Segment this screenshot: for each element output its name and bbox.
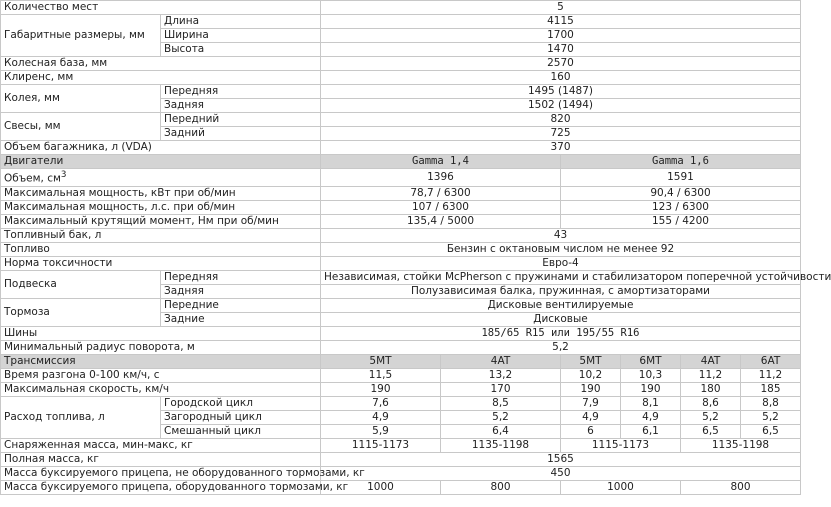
accel-cell: 11,2 <box>681 368 741 382</box>
transmission-cell: 5MT <box>321 354 441 368</box>
accel-cell: 10,2 <box>561 368 621 382</box>
overhang-front-value: 820 <box>321 113 801 127</box>
brakes-front-label: Передние <box>161 298 321 312</box>
engine-1-header: Gamma 1,4 <box>321 155 561 169</box>
track-rear-label: Задняя <box>161 99 321 113</box>
overhang-rear-label: Задний <box>161 127 321 141</box>
trunk-value: 370 <box>321 141 801 155</box>
consumption-highway-cell: 5,2 <box>741 410 801 424</box>
transmission-cell: 5MT <box>561 354 621 368</box>
accel-label: Время разгона 0-100 км/ч, с <box>1 368 321 382</box>
row-curb-mass <box>1 438 801 452</box>
overhang-rear-value: 725 <box>321 127 801 141</box>
power-kw-value-2: 90,4 / 6300 <box>561 186 801 200</box>
row-track-front <box>1 85 801 99</box>
row-trunk <box>1 141 801 155</box>
row-brakes-front <box>1 298 801 312</box>
row-accel <box>1 368 801 382</box>
consumption-highway-cell: 4,9 <box>321 410 441 424</box>
top-speed-cell: 185 <box>741 382 801 396</box>
trailer-braked-cell: 1000 <box>561 480 681 494</box>
consumption-highway-cell: 4,9 <box>621 410 681 424</box>
row-length <box>1 15 801 29</box>
accel-cell: 13,2 <box>441 368 561 382</box>
engine-2-header: Gamma 1,6 <box>561 155 801 169</box>
torque-label: Максимальный крутящий момент, Нм при об/мин <box>1 214 321 228</box>
top-speed-cell: 180 <box>681 382 741 396</box>
wheelbase-label: Колесная база, мм <box>1 57 321 71</box>
trailer-unbraked-label: Масса буксируемого прицепа, не оборудованного тормозами, кг <box>1 466 321 480</box>
row-volume <box>1 169 801 187</box>
curb-mass-cell: 1115-1173 <box>561 438 681 452</box>
tank-label: Топливный бак, л <box>1 228 321 242</box>
volume-label-sup: 3 <box>60 170 67 180</box>
consumption-highway-cell: 4,9 <box>561 410 621 424</box>
volume-value-1: 1396 <box>321 169 561 187</box>
overhang-label: Свесы, мм <box>1 113 161 141</box>
trunk-label: Объем багажника, л (VDA) <box>1 141 321 155</box>
suspension-front-label: Передняя <box>161 270 321 284</box>
consumption-highway-cell: 5,2 <box>681 410 741 424</box>
consumption-mixed-cell: 6,4 <box>441 424 561 438</box>
volume-label-text: Объем, см <box>4 172 61 185</box>
consumption-highway-cell: 5,2 <box>441 410 561 424</box>
brakes-rear-label: Задние <box>161 312 321 326</box>
trailer-braked-label: Масса буксируемого прицепа, оборудованного тормозами, кг <box>1 480 321 494</box>
row-torque <box>1 214 801 228</box>
top-speed-cell: 190 <box>321 382 441 396</box>
power-kw-label: Максимальная мощность, кВт при об/мин <box>1 186 321 200</box>
consumption-city-cell: 7,6 <box>321 396 441 410</box>
turn-radius-value: 5,2 <box>321 340 801 354</box>
consumption-mixed-cell: 6,5 <box>681 424 741 438</box>
height-value: 1470 <box>321 43 801 57</box>
brakes-label: Тормоза <box>1 298 161 326</box>
trailer-braked-cell: 1000 <box>321 480 441 494</box>
row-trailer-unbraked <box>1 466 801 480</box>
transmission-cell: 4AT <box>441 354 561 368</box>
volume-label <box>1 169 321 187</box>
consumption-city-cell: 8,1 <box>621 396 681 410</box>
top-speed-cell: 190 <box>621 382 681 396</box>
brakes-front-value: Дисковые вентилируемые <box>321 298 801 312</box>
trailer-unbraked-value: 450 <box>321 466 801 480</box>
trailer-braked-cell: 800 <box>441 480 561 494</box>
row-gross-mass <box>1 452 801 466</box>
overhang-front-label: Передний <box>161 113 321 127</box>
torque-value-1: 135,4 / 5000 <box>321 214 561 228</box>
track-label: Колея, мм <box>1 85 161 113</box>
accel-cell: 11,2 <box>741 368 801 382</box>
consumption-city-label: Городской цикл <box>161 396 321 410</box>
dims-label: Габаритные размеры, мм <box>1 15 161 57</box>
transmission-cell: 4AT <box>681 354 741 368</box>
torque-value-2: 155 / 4200 <box>561 214 801 228</box>
gross-mass-value: 1565 <box>321 452 801 466</box>
emission-value: Евро-4 <box>321 256 801 270</box>
power-hp-value-2: 123 / 6300 <box>561 200 801 214</box>
gross-mass-label: Полная масса, кг <box>1 452 321 466</box>
consumption-mixed-cell: 6,1 <box>621 424 681 438</box>
width-label: Ширина <box>161 29 321 43</box>
seats-value: 5 <box>321 1 801 15</box>
consumption-mixed-cell: 6 <box>561 424 621 438</box>
clearance-label: Клиренс, мм <box>1 71 321 85</box>
trailer-braked-cell: 800 <box>681 480 801 494</box>
brakes-rear-value: Дисковые <box>321 312 801 326</box>
tank-value: 43 <box>321 228 801 242</box>
top-speed-cell: 170 <box>441 382 561 396</box>
top-speed-label: Максимальная скорость, км/ч <box>1 382 321 396</box>
row-seats <box>1 1 801 15</box>
curb-mass-cell: 1115-1173 <box>321 438 441 452</box>
row-suspension-front <box>1 270 801 284</box>
consumption-highway-label: Загородный цикл <box>161 410 321 424</box>
row-fuel <box>1 242 801 256</box>
volume-value-2: 1591 <box>561 169 801 187</box>
row-engines <box>1 155 801 169</box>
width-value: 1700 <box>321 29 801 43</box>
accel-cell: 10,3 <box>621 368 681 382</box>
clearance-value: 160 <box>321 71 801 85</box>
fuel-label: Топливо <box>1 242 321 256</box>
row-consumption-city <box>1 396 801 410</box>
emission-label: Норма токсичности <box>1 256 321 270</box>
turn-radius-label: Минимальный радиус поворота, м <box>1 340 321 354</box>
row-power-kw <box>1 186 801 200</box>
length-value: 4115 <box>321 15 801 29</box>
suspension-rear-label: Задняя <box>161 284 321 298</box>
suspension-front-value: Независимая, стойки McPherson с пружинами и стабилизатором поперечной устойчивости <box>321 270 801 284</box>
row-trailer-braked <box>1 480 801 494</box>
power-hp-value-1: 107 / 6300 <box>321 200 561 214</box>
fuel-value: Бензин с октановым числом не менее 92 <box>321 242 801 256</box>
curb-mass-label: Снаряженная масса, мин-макс, кг <box>1 438 321 452</box>
row-emission <box>1 256 801 270</box>
suspension-rear-value: Полузависимая балка, пружинная, с амортизаторами <box>321 284 801 298</box>
consumption-mixed-label: Смешанный цикл <box>161 424 321 438</box>
consumption-city-cell: 7,9 <box>561 396 621 410</box>
row-transmission <box>1 354 801 368</box>
row-turn-radius <box>1 340 801 354</box>
wheelbase-value: 2570 <box>321 57 801 71</box>
top-speed-cell: 190 <box>561 382 621 396</box>
height-label: Высота <box>161 43 321 57</box>
transmission-cell: 6AT <box>741 354 801 368</box>
power-hp-label: Максимальная мощность, л.с. при об/мин <box>1 200 321 214</box>
consumption-city-cell: 8,5 <box>441 396 561 410</box>
seats-label: Количество мест <box>1 1 321 15</box>
row-tank <box>1 228 801 242</box>
length-label: Длина <box>161 15 321 29</box>
tires-value: 185/65 R15 или 195/55 R16 <box>321 326 801 340</box>
consumption-mixed-cell: 5,9 <box>321 424 441 438</box>
suspension-label: Подвеска <box>1 270 161 298</box>
curb-mass-cell: 1135-1198 <box>681 438 801 452</box>
transmission-cell: 6MT <box>621 354 681 368</box>
consumption-mixed-cell: 6,5 <box>741 424 801 438</box>
power-kw-value-1: 78,7 / 6300 <box>321 186 561 200</box>
consumption-city-cell: 8,8 <box>741 396 801 410</box>
track-front-label: Передняя <box>161 85 321 99</box>
row-wheelbase <box>1 57 801 71</box>
transmission-label: Трансмиссия <box>1 354 321 368</box>
row-overhang-front <box>1 113 801 127</box>
track-front-value: 1495 (1487) <box>321 85 801 99</box>
consumption-label: Расход топлива, л <box>1 396 161 438</box>
tires-label: Шины <box>1 326 321 340</box>
track-rear-value: 1502 (1494) <box>321 99 801 113</box>
row-top-speed <box>1 382 801 396</box>
engines-label: Двигатели <box>1 155 321 169</box>
row-clearance <box>1 71 801 85</box>
row-power-hp <box>1 200 801 214</box>
consumption-city-cell: 8,6 <box>681 396 741 410</box>
curb-mass-cell: 1135-1198 <box>441 438 561 452</box>
accel-cell: 11,5 <box>321 368 441 382</box>
row-tires <box>1 326 801 340</box>
